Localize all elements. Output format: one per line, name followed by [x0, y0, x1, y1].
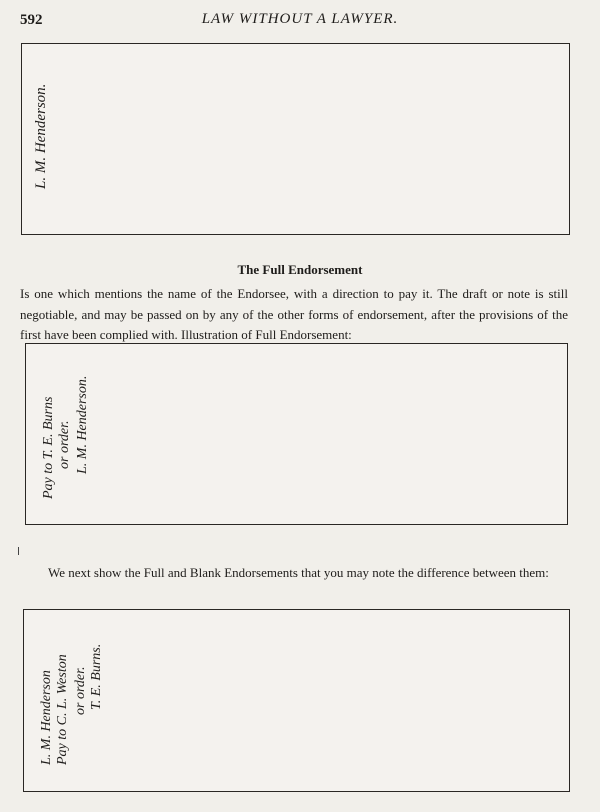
- endorsement-box-blank: [21, 43, 570, 235]
- endorsement-line-signature-second: T. E. Burns.: [89, 643, 104, 710]
- endorsement-box-full: [25, 343, 568, 525]
- endorsement-box-combined: [23, 609, 570, 792]
- endorsement-line-pay-to: Pay to T. E. Burns: [41, 396, 56, 499]
- comparison-paragraph: We next show the Full and Blank Endorsements that you may note the difference between them:: [48, 565, 549, 580]
- full-endorsement-paragraph: Is one which mentions the name of the Endorsee, with a direction to pay it. The draft or note is still negotiable, and may be passed on by any of the other forms of endorsement, after the provisions of the first have been complied with. Illustration of Full Endorsement:: [20, 286, 568, 342]
- endorsement-line-or-order: or order.: [57, 420, 72, 469]
- section-title: The Full Endorsement: [237, 262, 363, 277]
- running-title: LAW WITHOUT A LAWYER.: [201, 11, 399, 27]
- endorsement-line-or-order: or order.: [73, 666, 88, 715]
- margin-mark: [18, 547, 19, 555]
- page-number: 592: [20, 12, 43, 28]
- endorsement-signature: L. M. Henderson.: [33, 83, 49, 189]
- endorsement-line-pay-to: Pay to C. L. Weston: [55, 654, 70, 765]
- endorsement-line-signature: L. M. Henderson.: [75, 375, 90, 474]
- endorsement-line-signature-first: L. M. Henderson: [39, 670, 54, 765]
